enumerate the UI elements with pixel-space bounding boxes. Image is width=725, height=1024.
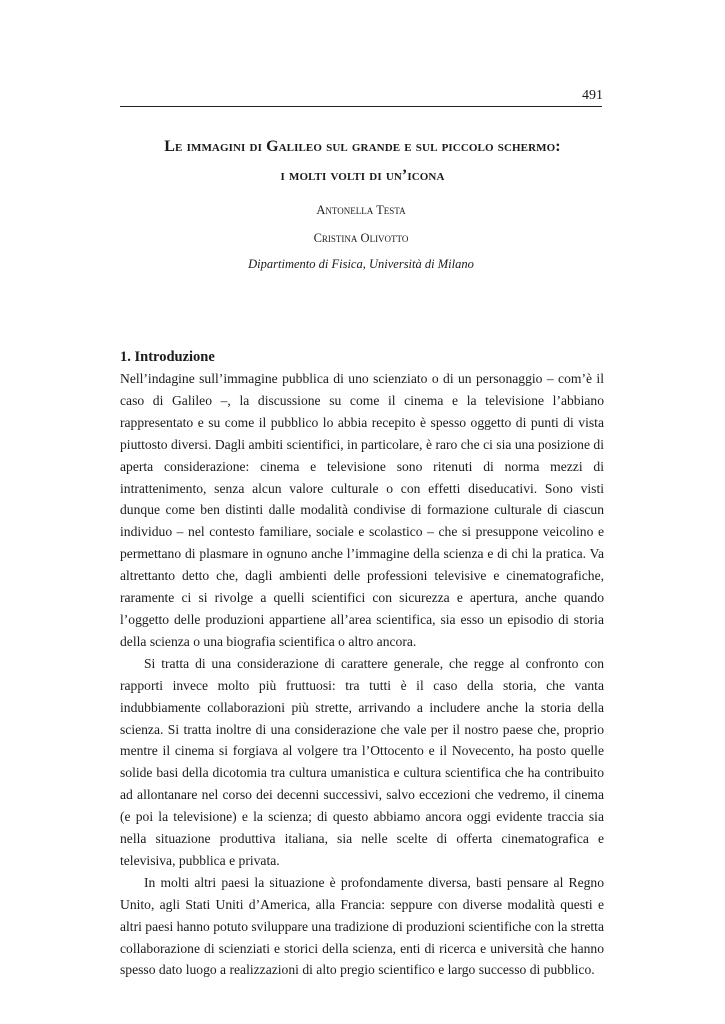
author-name: Cristina Olivotto: [313, 231, 409, 245]
header-rule: [120, 106, 602, 107]
author-name: Antonella Testa: [316, 203, 406, 217]
article-title: [110, 132, 615, 190]
title-line-2: i molti volti di un’icona: [280, 167, 445, 184]
body-text: [120, 368, 604, 981]
page-number: 491: [582, 88, 603, 103]
section-heading: 1. Introduzione: [120, 349, 215, 365]
title-line-1: Le immagini di Galileo sul grande e sul piccolo schermo:: [164, 138, 561, 155]
paragraph: Si tratta di una considerazione di carattere generale, che regge al confronto con rapporti invece molto più fruttuosi: tra tutti è il caso della storia, che vanta indubbiamente collaborazioni più strette, arrivando a includere anche la storia della scienza. Si tratta inoltre di una considerazione che vale per il nostro paese che, proprio mentre il cinema si forgiava al volgere tra l’Ottocento e il Novecento, ha posto quelle solide basi della dicotomia tra cultura umanistica e cultura scientifica che ha contribuito ad allontanare nel corso dei decenni successivi, salvo eccezioni che vedremo, il cinema (e poi la televisione) e la scienza; di questo abbiamo ancora oggi evidente traccia sia nella situazione produttiva italiana, sia nelle scelte di offerta cinematografica e televisiva, pubblica e privata.: [120, 655, 604, 868]
paragraph: In molti altri paesi la situazione è profondamente diversa, basti pensare al Regno Unito, agli Stati Uniti d’America, alla Francia: seppure con diverse modalità questi e altri paesi hanno potuto sviluppare una tradizione di produzioni scientifiche con la stretta collaborazione di scienziati e storici della scienza, enti di ricerca e università che hanno spesso dato luogo a realizzazioni di alto pregio scientifico e largo successo di pubblico.: [120, 874, 604, 978]
paragraph: Nell’indagine sull’immagine pubblica di uno scienziato o di un personaggio – com’è il caso di Galileo –, la discussione su come il cinema e la televisione l’abbiano rappresentato e su come il pubblico lo abbia recepito è spesso oggetto di punti di vista piuttosto diversi. Dagli ambiti scientifici, in particolare, è raro che ci sia una posizione di aperta considerazione: cinema e televisione sono ritenuti di norma mezzi di intrattenimento, senza alcun valore culturale o con effetti diseducativi. Sono visti dunque come ben distinti dalle modalità condivise di formazione culturale di ciascun individuo – nel contesto familiare, sociale e scolastico – che si presuppone veicolino e permettano di plasmare in ognuno anche l’immagine della scienza e di chi la pratica. Va altrettanto detto che, dagli ambienti delle professioni televisive e cinematografiche, raramente ci si rivolge a quelli scientifici con sicurezza e apertura, anche quando l’oggetto delle produzioni appartiene all’area scientifica, sia esso un episodio di storia della scienza o una biografia scientifica o altro ancora.: [120, 371, 604, 649]
affiliation: Dipartimento di Fisica, Università di Milano: [248, 257, 474, 271]
